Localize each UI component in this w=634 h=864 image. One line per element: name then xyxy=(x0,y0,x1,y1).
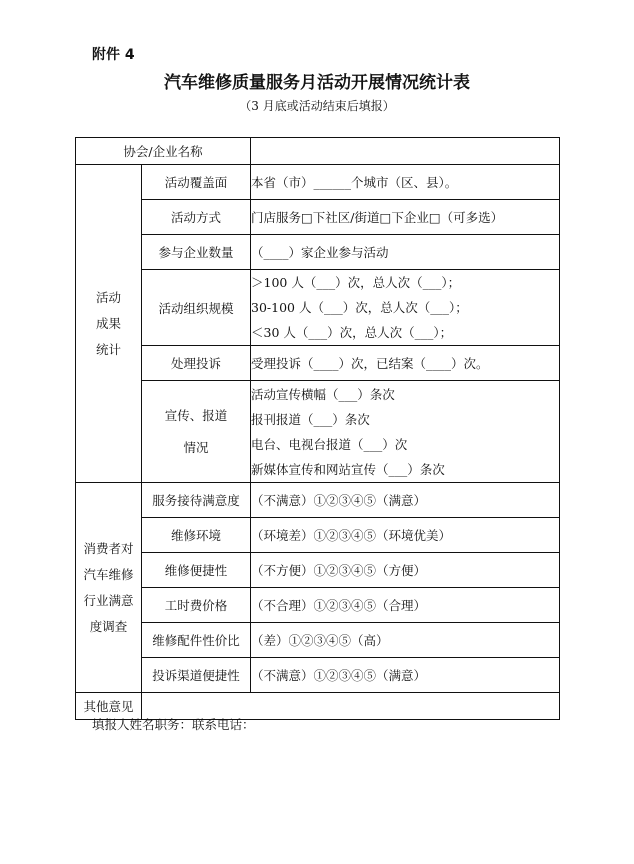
table-row xyxy=(76,346,560,381)
statistics-table xyxy=(75,137,560,720)
environment-rating-field[interactable]: （环境差）①②③④⑤（环境优美） xyxy=(251,518,560,553)
org-label: 协会/企业名称 xyxy=(76,138,251,165)
table-row xyxy=(76,623,560,658)
method-value-field[interactable]: 门店服务□下社区/街道□下企业□（可多选） xyxy=(251,200,560,235)
scale-label: 活动组织规模 xyxy=(142,270,251,346)
reception-satisfaction-label: 服务接待满意度 xyxy=(142,483,251,518)
parts-value-rating-field[interactable]: （差）①②③④⑤（高） xyxy=(251,623,560,658)
form-subtitle: （3 月底或活动结束后填报） xyxy=(239,99,395,113)
table-row xyxy=(76,381,560,483)
publicity-label: 宣传、报道 情况 xyxy=(142,381,251,483)
attachment-label: 附件 4 xyxy=(92,47,135,63)
table-row xyxy=(76,165,560,200)
coverage-label: 活动覆盖面 xyxy=(142,165,251,200)
table-row xyxy=(76,658,560,693)
complaints-label: 处理投诉 xyxy=(142,346,251,381)
complaints-value-field[interactable]: 受理投诉（____）次，已结案（____）次。 xyxy=(251,346,560,381)
table-row xyxy=(76,270,560,346)
form-title: 汽车维修质量服务月活动开展情况统计表 xyxy=(164,73,470,93)
parts-value-label: 维修配件性价比 xyxy=(142,623,251,658)
reception-rating-field[interactable]: （不满意）①②③④⑤（满意） xyxy=(251,483,560,518)
scale-value-field[interactable]: ＞100 人（___）次，总人次（___）； 30-100 人（___）次，总人次（___）； ＜30 人（___）次，总人次（___）； xyxy=(251,270,560,346)
environment-label: 维修环境 xyxy=(142,518,251,553)
convenience-label: 维修便捷性 xyxy=(142,553,251,588)
table-row xyxy=(76,518,560,553)
filler-info: 填报人姓名职务：联系电话： xyxy=(92,717,255,732)
participants-value-field[interactable]: （____）家企业参与活动 xyxy=(251,235,560,270)
complaint-channel-label: 投诉渠道便捷性 xyxy=(142,658,251,693)
publicity-value-field[interactable]: 活动宣传横幅（___）条次 报刊报道（___）条次 电台、电视台报道（___）次 新媒体宣传和网站宣传（___）条次 xyxy=(251,381,560,483)
convenience-rating-field[interactable]: （不方便）①②③④⑤（方便） xyxy=(251,553,560,588)
org-row xyxy=(76,138,560,165)
complaint-channel-rating-field[interactable]: （不满意）①②③④⑤（满意） xyxy=(251,658,560,693)
method-label: 活动方式 xyxy=(142,200,251,235)
coverage-value-field[interactable]: 本省（市）______个城市（区、县）。 xyxy=(251,165,560,200)
survey-category: 消费者对 汽车维修 行业满意 度调查 xyxy=(76,483,142,693)
table-row xyxy=(76,588,560,623)
activity-category: 活动 成果 统计 xyxy=(76,165,142,483)
table-row xyxy=(76,235,560,270)
table-row xyxy=(76,483,560,518)
labor-price-label: 工时费价格 xyxy=(142,588,251,623)
table-row xyxy=(76,200,560,235)
participants-label: 参与企业数量 xyxy=(142,235,251,270)
labor-price-rating-field[interactable]: （不合理）①②③④⑤（合理） xyxy=(251,588,560,623)
org-value-field[interactable] xyxy=(251,138,560,165)
other-comments-label: 其他意见 xyxy=(76,693,142,720)
table-row xyxy=(76,553,560,588)
